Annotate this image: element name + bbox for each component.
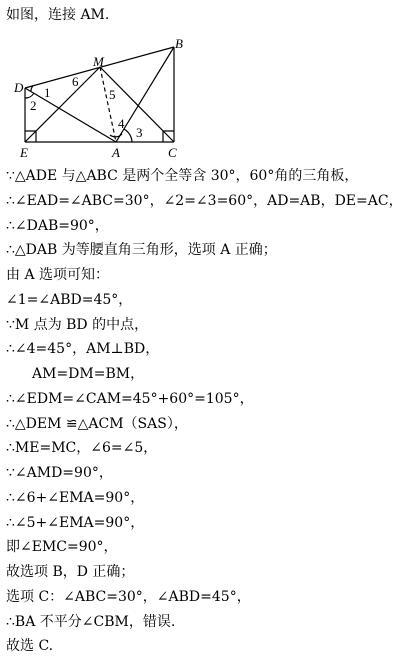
solution-line-5: 由 A 选项可知：	[6, 267, 110, 283]
angle-label-5: 5	[109, 87, 116, 102]
point-label-e: E	[20, 145, 28, 160]
point-label-a: A	[112, 145, 120, 160]
solution-line-3: ∴∠DAB=90°，	[6, 218, 109, 234]
point-label-c: C	[168, 145, 177, 160]
solution-line-19: ∴BA 不平分∠CBM，错误.	[6, 614, 176, 630]
solution-line-9: AM=DM=BM，	[32, 366, 145, 382]
solution-line-6: ∠1=∠ABD=45°，	[6, 292, 133, 308]
solution-line-20: 故选 C.	[6, 638, 54, 654]
solution-line-8: ∴∠4=45°，AM⊥BD，	[6, 341, 160, 357]
segment-ab	[116, 47, 174, 142]
solution-line-2: ∴∠EAD=∠ABC=30°，∠2=∠3=60°，AD=AB，DE=AC，	[6, 193, 403, 209]
angle-label-2: 2	[30, 98, 37, 113]
solution-line-7: ∵M 点为 BD 的中点，	[6, 317, 149, 333]
point-label-b: B	[175, 36, 183, 51]
solution-line-13: ∵∠AMD=90°，	[6, 465, 113, 481]
solution-line-15: ∴∠5+∠EMA=90°，	[6, 515, 145, 531]
point-label-m: M	[93, 54, 104, 69]
solution-line-17: 故选项 B，D 正确；	[6, 564, 135, 580]
segment-am-dashed	[100, 67, 116, 142]
arc-angle-3	[124, 129, 132, 142]
angle-label-3: 3	[136, 125, 143, 140]
solution-line-1: ∵△ADE 与△ABC 是两个全等含 30°，60°角的三角板，	[6, 168, 359, 184]
solution-line-18: 选项 C：∠ABC=30°，∠ABD=45°，	[6, 589, 251, 605]
angle-label-1: 1	[44, 85, 51, 100]
solution-line-14: ∴∠6+∠EMA=90°，	[6, 490, 145, 506]
solution-line-11: ∴△DEM ≌△ACM（SAS），	[6, 416, 188, 432]
intro-text: 如图，连接 AM.	[6, 7, 110, 23]
angle-label-6: 6	[72, 74, 79, 89]
angle-label-4: 4	[118, 116, 125, 131]
solution-line-4: ∴△DAB 为等腰直角三角形，选项 A 正确；	[6, 242, 277, 258]
solution-line-10: ∴∠EDM=∠CAM=45°+60°=105°，	[6, 391, 254, 407]
solution-line-16: 即∠EMC=90°，	[6, 539, 118, 555]
point-label-d: D	[14, 80, 24, 95]
solution-line-12: ∴ME=MC，∠6=∠5，	[6, 440, 158, 456]
